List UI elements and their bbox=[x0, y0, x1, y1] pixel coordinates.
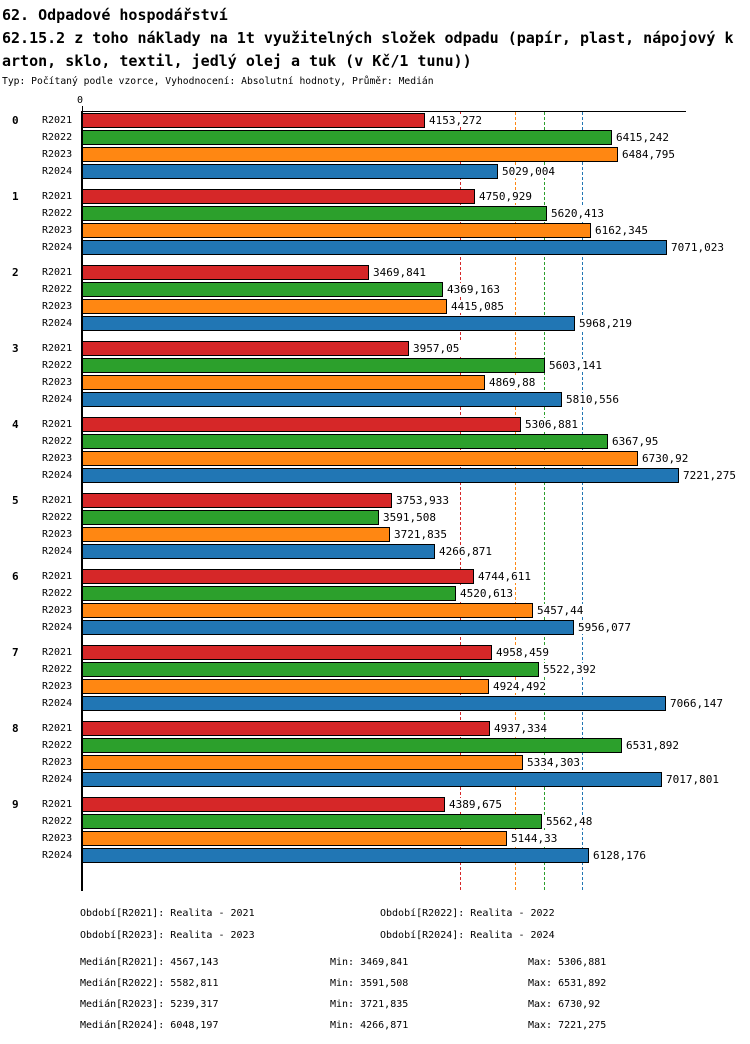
bar-r2021 bbox=[82, 417, 521, 432]
bar-value: 6531,892 bbox=[626, 739, 679, 752]
bar-value: 4415,085 bbox=[451, 300, 504, 313]
bar-value: 4153,272 bbox=[429, 114, 482, 127]
series-label: R2023 bbox=[42, 756, 73, 768]
bar-value: 4266,871 bbox=[439, 545, 492, 558]
bar-r2022 bbox=[82, 586, 456, 601]
bar-value: 3591,508 bbox=[383, 511, 436, 524]
bar-r2021 bbox=[82, 645, 492, 660]
series-label: R2021 bbox=[42, 114, 73, 126]
bar-row bbox=[42, 417, 738, 432]
bar-row bbox=[42, 164, 738, 179]
bar-row bbox=[42, 755, 738, 770]
series-label: R2024 bbox=[42, 393, 73, 405]
bar-group-9 bbox=[12, 797, 738, 863]
stat-median-r2024: Medián[R2024]: 6048,197 bbox=[80, 1020, 219, 1031]
bar-row bbox=[42, 223, 738, 238]
bar-row bbox=[42, 316, 738, 331]
series-label: R2021 bbox=[42, 798, 73, 810]
bar-r2022 bbox=[82, 662, 539, 677]
bar-group-4 bbox=[12, 417, 738, 483]
bar-r2023 bbox=[82, 375, 485, 390]
bar-group-0 bbox=[12, 113, 738, 179]
bar-group-5 bbox=[12, 493, 738, 559]
bar-value: 4958,459 bbox=[496, 646, 549, 659]
bar-r2024 bbox=[82, 772, 662, 787]
group-label: 0 bbox=[12, 114, 19, 127]
group-label: 4 bbox=[12, 418, 19, 431]
bar-value: 5306,881 bbox=[525, 418, 578, 431]
bar-group-3 bbox=[12, 341, 738, 407]
series-label: R2023 bbox=[42, 300, 73, 312]
bar-row bbox=[42, 510, 738, 525]
bar-row bbox=[42, 738, 738, 753]
indicator-subtitle-line-2: arton, sklo, textil, jedlý olej a tuk (v Kč/1 tunu)) bbox=[2, 52, 472, 70]
bar-value: 5457,44 bbox=[537, 604, 584, 617]
bar-row bbox=[42, 265, 738, 280]
bar-value: 5562,48 bbox=[546, 815, 593, 828]
legend-period-r2022: Období[R2022]: Realita - 2022 bbox=[380, 908, 555, 919]
bar-value: 6730,92 bbox=[642, 452, 689, 465]
bar-r2023 bbox=[82, 299, 447, 314]
series-label: R2021 bbox=[42, 342, 73, 354]
series-label: R2022 bbox=[42, 359, 73, 371]
bar-r2023 bbox=[82, 223, 591, 238]
series-label: R2021 bbox=[42, 190, 73, 202]
bar-row bbox=[42, 299, 738, 314]
bar-r2024 bbox=[82, 164, 498, 179]
bar-r2021 bbox=[82, 569, 474, 584]
series-label: R2023 bbox=[42, 224, 73, 236]
series-label: R2023 bbox=[42, 148, 73, 160]
stat-min-r2023: Min: 3721,835 bbox=[330, 999, 409, 1010]
legend-period-r2021: Období[R2021]: Realita - 2021 bbox=[80, 908, 255, 919]
legend-periods bbox=[80, 908, 555, 942]
series-label: R2023 bbox=[42, 452, 73, 464]
bar-row bbox=[42, 113, 738, 128]
bar-r2021 bbox=[82, 265, 369, 280]
bar-row bbox=[42, 493, 738, 508]
bar-row bbox=[42, 544, 738, 559]
bar-row bbox=[42, 147, 738, 162]
bar-r2022 bbox=[82, 814, 542, 829]
series-label: R2021 bbox=[42, 418, 73, 430]
stat-max-r2021: Max: 5306,881 bbox=[528, 957, 607, 968]
bar-row bbox=[42, 586, 738, 601]
series-label: R2024 bbox=[42, 241, 73, 253]
series-label: R2024 bbox=[42, 317, 73, 329]
bar-r2022 bbox=[82, 282, 443, 297]
page-title: 62. Odpadové hospodářství bbox=[2, 6, 228, 24]
bar-r2021 bbox=[82, 721, 490, 736]
series-label: R2022 bbox=[42, 207, 73, 219]
bar-group-8 bbox=[12, 721, 738, 787]
bar-value: 4869,88 bbox=[489, 376, 536, 389]
bar-chart bbox=[12, 95, 736, 884]
bar-r2023 bbox=[82, 451, 638, 466]
series-label: R2022 bbox=[42, 435, 73, 447]
bar-groups bbox=[12, 113, 738, 873]
bar-r2022 bbox=[82, 130, 612, 145]
bar-value: 5603,141 bbox=[549, 359, 602, 372]
bar-row bbox=[42, 282, 738, 297]
bar-r2023 bbox=[82, 603, 533, 618]
stat-median-r2023: Medián[R2023]: 5239,317 bbox=[80, 999, 219, 1010]
bar-r2024 bbox=[82, 544, 435, 559]
series-label: R2024 bbox=[42, 621, 73, 633]
bar-value: 4389,675 bbox=[449, 798, 502, 811]
bar-value: 4924,492 bbox=[493, 680, 546, 693]
bar-r2024 bbox=[82, 468, 679, 483]
bar-value: 7017,801 bbox=[666, 773, 719, 786]
bar-value: 3753,933 bbox=[396, 494, 449, 507]
bar-row bbox=[42, 240, 738, 255]
series-label: R2024 bbox=[42, 849, 73, 861]
bar-value: 5522,392 bbox=[543, 663, 596, 676]
bar-value: 4369,163 bbox=[447, 283, 500, 296]
series-label: R2021 bbox=[42, 722, 73, 734]
series-label: R2021 bbox=[42, 570, 73, 582]
stat-min-r2024: Min: 4266,871 bbox=[330, 1020, 409, 1031]
bar-value: 5144,33 bbox=[511, 832, 558, 845]
bar-row bbox=[42, 434, 738, 449]
bar-row bbox=[42, 772, 738, 787]
bar-r2024 bbox=[82, 316, 575, 331]
legend-period-r2023: Období[R2023]: Realita - 2023 bbox=[80, 930, 255, 941]
bar-r2023 bbox=[82, 527, 390, 542]
series-label: R2023 bbox=[42, 832, 73, 844]
group-label: 2 bbox=[12, 266, 19, 279]
series-label: R2023 bbox=[42, 680, 73, 692]
bar-group-6 bbox=[12, 569, 738, 635]
bar-r2023 bbox=[82, 679, 489, 694]
bar-row bbox=[42, 831, 738, 846]
bar-r2021 bbox=[82, 797, 445, 812]
bar-value: 6484,795 bbox=[622, 148, 675, 161]
series-label: R2022 bbox=[42, 815, 73, 827]
series-label: R2024 bbox=[42, 773, 73, 785]
bar-r2022 bbox=[82, 206, 547, 221]
series-label: R2023 bbox=[42, 376, 73, 388]
bar-row bbox=[42, 358, 738, 373]
series-label: R2021 bbox=[42, 494, 73, 506]
bar-r2022 bbox=[82, 358, 545, 373]
stat-max-r2022: Max: 6531,892 bbox=[528, 978, 607, 989]
bar-r2021 bbox=[82, 341, 409, 356]
group-label: 3 bbox=[12, 342, 19, 355]
bar-row bbox=[42, 603, 738, 618]
bar-row bbox=[42, 721, 738, 736]
series-label: R2022 bbox=[42, 739, 73, 751]
bar-value: 6162,345 bbox=[595, 224, 648, 237]
bar-value: 7221,275 bbox=[683, 469, 736, 482]
bar-row bbox=[42, 375, 738, 390]
bar-row bbox=[42, 620, 738, 635]
bar-r2023 bbox=[82, 755, 523, 770]
stat-max-r2023: Max: 6730,92 bbox=[528, 999, 601, 1010]
bar-value: 4520,613 bbox=[460, 587, 513, 600]
series-label: R2024 bbox=[42, 165, 73, 177]
report-header bbox=[2, 4, 750, 88]
indicator-subtitle-line-1: 62.15.2 z toho náklady na 1t využitelných složek odpadu (papír, plast, nápojový k bbox=[2, 29, 734, 47]
bar-r2021 bbox=[82, 113, 425, 128]
bar-row bbox=[42, 814, 738, 829]
series-label: R2021 bbox=[42, 646, 73, 658]
bar-value: 7066,147 bbox=[670, 697, 723, 710]
bar-r2022 bbox=[82, 738, 622, 753]
axis-top-line bbox=[82, 111, 686, 112]
bar-row bbox=[42, 679, 738, 694]
series-label: R2023 bbox=[42, 604, 73, 616]
bar-r2023 bbox=[82, 147, 618, 162]
bar-r2024 bbox=[82, 696, 666, 711]
stat-median-r2022: Medián[R2022]: 5582,811 bbox=[80, 978, 219, 989]
bar-value: 4937,334 bbox=[494, 722, 547, 735]
group-label: 7 bbox=[12, 646, 19, 659]
stat-min-r2022: Min: 3591,508 bbox=[330, 978, 409, 989]
bar-value: 5620,413 bbox=[551, 207, 604, 220]
bar-value: 4750,929 bbox=[479, 190, 532, 203]
bar-group-2 bbox=[12, 265, 738, 331]
legend-period-r2024: Období[R2024]: Realita - 2024 bbox=[380, 930, 555, 941]
series-label: R2021 bbox=[42, 266, 73, 278]
bar-r2024 bbox=[82, 240, 667, 255]
bar-r2024 bbox=[82, 620, 574, 635]
bar-r2023 bbox=[82, 831, 507, 846]
bar-value: 3469,841 bbox=[373, 266, 426, 279]
series-label: R2022 bbox=[42, 511, 73, 523]
bar-group-1 bbox=[12, 189, 738, 255]
bar-value: 5956,077 bbox=[578, 621, 631, 634]
series-label: R2024 bbox=[42, 545, 73, 557]
series-label: R2023 bbox=[42, 528, 73, 540]
series-label: R2024 bbox=[42, 697, 73, 709]
stat-max-r2024: Max: 7221,275 bbox=[528, 1020, 607, 1031]
bar-row bbox=[42, 696, 738, 711]
bar-row bbox=[42, 189, 738, 204]
bar-value: 7071,023 bbox=[671, 241, 724, 254]
bar-value: 5029,004 bbox=[502, 165, 555, 178]
bar-row bbox=[42, 848, 738, 863]
bar-row bbox=[42, 451, 738, 466]
bar-value: 3721,835 bbox=[394, 528, 447, 541]
bar-value: 6128,176 bbox=[593, 849, 646, 862]
series-label: R2022 bbox=[42, 587, 73, 599]
bar-row bbox=[42, 662, 738, 677]
stat-min-r2021: Min: 3469,841 bbox=[330, 957, 409, 968]
series-label: R2022 bbox=[42, 283, 73, 295]
bar-row bbox=[42, 569, 738, 584]
bar-row bbox=[42, 206, 738, 221]
group-label: 8 bbox=[12, 722, 19, 735]
bar-r2024 bbox=[82, 392, 562, 407]
series-label: R2024 bbox=[42, 469, 73, 481]
bar-r2024 bbox=[82, 848, 589, 863]
bar-group-7 bbox=[12, 645, 738, 711]
bar-value: 4744,611 bbox=[478, 570, 531, 583]
bar-r2021 bbox=[82, 189, 475, 204]
group-label: 9 bbox=[12, 798, 19, 811]
bar-r2021 bbox=[82, 493, 392, 508]
bar-row bbox=[42, 527, 738, 542]
legend-stats bbox=[80, 957, 606, 1032]
axis-zero-label: 0 bbox=[77, 95, 84, 106]
bar-row bbox=[42, 392, 738, 407]
group-label: 5 bbox=[12, 494, 19, 507]
group-label: 6 bbox=[12, 570, 19, 583]
bar-row bbox=[42, 468, 738, 483]
bar-r2022 bbox=[82, 510, 379, 525]
series-label: R2022 bbox=[42, 663, 73, 675]
bar-value: 5810,556 bbox=[566, 393, 619, 406]
bar-row bbox=[42, 645, 738, 660]
bar-r2022 bbox=[82, 434, 608, 449]
group-label: 1 bbox=[12, 190, 19, 203]
indicator-meta: Typ: Počítaný podle vzorce, Vyhodnocení: Absolutní hodnoty, Průměr: Medián bbox=[2, 76, 434, 87]
bar-row bbox=[42, 130, 738, 145]
bar-value: 6367,95 bbox=[612, 435, 659, 448]
series-label: R2022 bbox=[42, 131, 73, 143]
bar-row bbox=[42, 797, 738, 812]
bar-value: 6415,242 bbox=[616, 131, 669, 144]
bar-row bbox=[42, 341, 738, 356]
bar-value: 5968,219 bbox=[579, 317, 632, 330]
stat-median-r2021: Medián[R2021]: 4567,143 bbox=[80, 957, 219, 968]
bar-value: 5334,303 bbox=[527, 756, 580, 769]
bar-value: 3957,05 bbox=[413, 342, 460, 355]
